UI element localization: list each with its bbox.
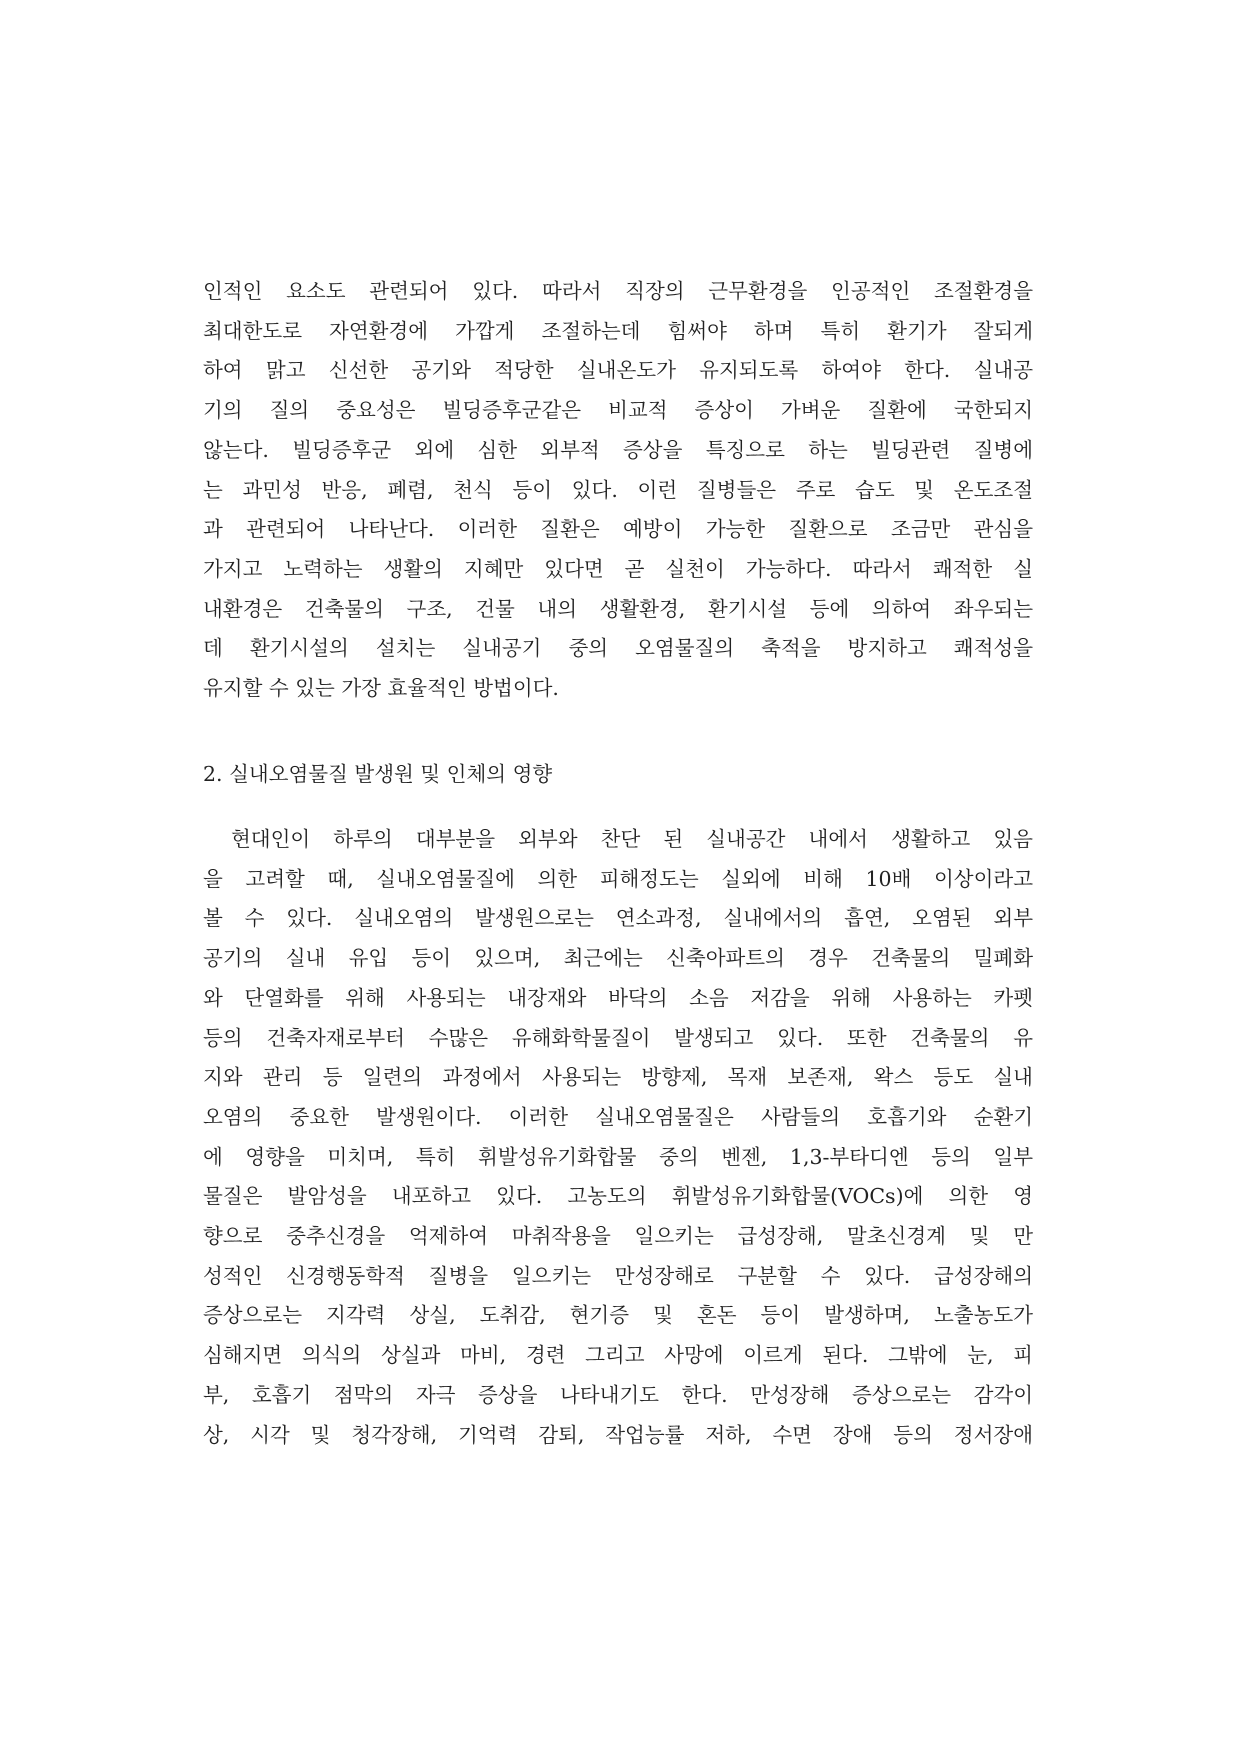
body-paragraph-1 xyxy=(203,272,1033,709)
text-line: 지와 관리 등 일련의 과정에서 사용되는 방향제, 목재 보존재, 왁스 등도 실내 xyxy=(203,1065,1033,1090)
text-line: 않는다. 빌딩증후군 외에 심한 외부적 증상을 특징으로 하는 빌딩관련 질병에 xyxy=(203,437,1033,462)
text-line: 볼 수 있다. 실내오염의 발생원으로는 연소과정, 실내에서의 흡연, 오염된 외부 xyxy=(203,906,1033,931)
text-line: 을 고려할 때, 실내오염물질에 의한 피해정도는 실외에 비해 10배 이상이라고 xyxy=(203,866,1033,891)
text-line: 심해지면 의식의 상실과 마비, 경련 그리고 사망에 이르게 된다. 그밖에 눈, 피 xyxy=(203,1343,1033,1368)
text-line: 에 영향을 미치며, 특히 휘발성유기화합물 중의 벤젠, 1,3-부타디엔 등의 일부 xyxy=(203,1144,1033,1169)
text-line: 상, 시각 및 청각장해, 기억력 감퇴, 작업능률 저하, 수면 장애 등의 정서장애 xyxy=(203,1422,1033,1447)
text-line: 성적인 신경행동학적 질병을 일으키는 만성장해로 구분할 수 있다. 급성장해의 xyxy=(203,1263,1033,1288)
text-line: 오염의 중요한 발생원이다. 이러한 실내오염물질은 사람들의 호흡기와 순환기 xyxy=(203,1104,1033,1129)
text-line-content: 현대인이 하루의 대부분을 외부와 찬단 된 실내공간 내에서 생활하고 있음 xyxy=(231,827,1033,851)
text-line: 데 환기시설의 설치는 실내공기 중의 오염물질의 축적을 방지하고 쾌적성을 xyxy=(203,636,1033,661)
text-line: 기의 질의 중요성은 빌딩증후군같은 비교적 증상이 가벼운 질환에 국한되지 xyxy=(203,398,1033,423)
text-line: 와 단열화를 위해 사용되는 내장재와 바닥의 소음 저감을 위해 사용하는 카펫 xyxy=(203,985,1033,1010)
text-line: 는 과민성 반응, 폐렴, 천식 등이 있다. 이런 질병들은 주로 습도 및 온도조절 xyxy=(203,477,1033,502)
text-line: 내환경은 건축물의 구조, 건물 내의 생활환경, 환기시설 등에 의하여 좌우되는 xyxy=(203,596,1033,621)
text-line: 공기의 실내 유입 등이 있으며, 최근에는 신축아파트의 경우 건축물의 밀폐화 xyxy=(203,946,1033,971)
text-line: 가지고 노력하는 생활의 지혜만 있다면 곧 실천이 가능하다. 따라서 쾌적한 실 xyxy=(203,556,1033,581)
section-heading: 2. 실내오염물질 발생원 및 인체의 영향 xyxy=(203,762,553,786)
text-line: 물질은 발암성을 내포하고 있다. 고농도의 휘발성유기화합물(VOCs)에 의한 영 xyxy=(203,1184,1033,1209)
text-line: 하여 맑고 신선한 공기와 적당한 실내온도가 유지되도록 하여야 한다. 실내공 xyxy=(203,358,1033,383)
text-line: 등의 건축자재로부터 수많은 유해화학물질이 발생되고 있다. 또한 건축물의 유 xyxy=(203,1025,1033,1050)
text-line: 유지할 수 있는 가장 효율적인 방법이다. xyxy=(203,676,559,701)
text-line: 증상으로는 지각력 상실, 도취감, 현기증 및 혼돈 등이 발생하며, 노출농도가 xyxy=(203,1303,1033,1328)
text-line: 최대한도로 자연환경에 가깝게 조절하는데 힘써야 하며 특히 환기가 잘되게 xyxy=(203,318,1033,343)
body-paragraph-2 xyxy=(203,820,1033,1455)
text-line: 인적인 요소도 관련되어 있다. 따라서 직장의 근무환경을 인공적인 조절환경을 xyxy=(203,279,1033,303)
text-line xyxy=(203,820,1033,860)
text-line: 향으로 중추신경을 억제하여 마취작용을 일으키는 급성장해, 말초신경계 및 만 xyxy=(203,1224,1033,1249)
text-line: 과 관련되어 나타난다. 이러한 질환은 예방이 가능한 질환으로 조금만 관심을 xyxy=(203,517,1033,542)
text-line: 부, 호흡기 점막의 자극 증상을 나타내기도 한다. 만성장해 증상으로는 감각이 xyxy=(203,1382,1033,1407)
